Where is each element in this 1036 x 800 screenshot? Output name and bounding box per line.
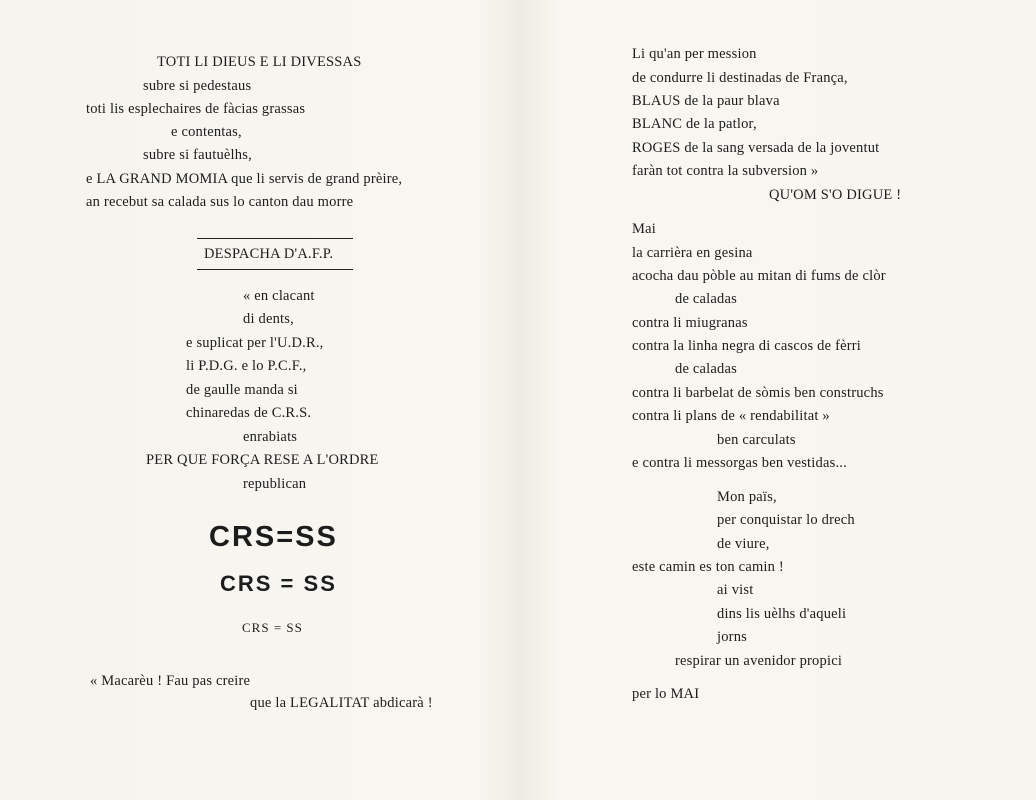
poem-line: « en clacant	[243, 288, 315, 304]
poem-line: respirar un avenidor propici	[675, 653, 843, 669]
poem-line: enrabiats	[243, 429, 298, 445]
poem-line: Mon païs,	[717, 489, 777, 505]
poem-line: per conquistar lo drech	[717, 512, 855, 528]
poem-line: de caladas	[675, 361, 737, 377]
poem-line: jorns	[717, 629, 747, 645]
poem-line: TOTI LI DIEUS E LI DIVESSAS	[157, 54, 362, 70]
poem-line: QU'OM S'O DIGUE !	[769, 187, 902, 203]
poem-line: acocha dau pòble au mitan di fums de clòr	[632, 268, 886, 284]
poem-line: republican	[243, 476, 307, 492]
poem-line: la carrièra en gesina	[632, 245, 753, 261]
poem-line: contra li miugranas	[632, 315, 748, 331]
poem-line: e contentas,	[171, 124, 242, 140]
poem-line: ROGES de la sang versada de la joventut	[632, 140, 880, 156]
poem-line: per lo MAI	[632, 686, 700, 702]
poem-line: e contra li messorgas ben vestidas...	[632, 455, 847, 471]
poem-line: di dents,	[243, 311, 294, 327]
poem-line: « Macarèu ! Fau pas creire	[90, 673, 251, 689]
poem-line: Mai	[632, 221, 656, 237]
poem-line: dins lis uèlhs d'aqueli	[717, 606, 847, 622]
poem-line: ai vist	[717, 582, 754, 598]
poem-line: contra li plans de « rendabilitat »	[632, 408, 830, 424]
poem-line: chinaredas de C.R.S.	[186, 405, 312, 421]
slogan-large: CRS=SS	[209, 521, 338, 553]
heading-rule-bottom	[197, 269, 353, 270]
poem-line: subre si pedestaus	[143, 78, 252, 94]
poem-line: BLAUS de la paur blava	[632, 93, 780, 109]
poem-line: e LA GRAND MOMIA que li servis de grand prèire,	[86, 171, 403, 187]
heading-rule-top	[197, 238, 353, 239]
dispatch-heading: DESPACHA D'A.F.P.	[204, 246, 334, 262]
poem-line: subre si fautuèlhs,	[143, 147, 252, 163]
poem-line: faràn tot contra la subversion »	[632, 163, 819, 179]
poem-line: ben carculats	[717, 432, 796, 448]
poem-line: contra li barbelat de sòmis ben construchs	[632, 385, 884, 401]
poem-line: PER QUE FORÇA RESE A L'ORDRE	[146, 452, 379, 468]
poem-line: e suplicat per l'U.D.R.,	[186, 335, 324, 351]
poem-line: de condurre li destinadas de França,	[632, 70, 848, 86]
slogan-medium: CRS = SS	[220, 571, 337, 596]
poem-line: de gaulle manda si	[186, 382, 298, 398]
poem-line: li P.D.G. e lo P.C.F.,	[186, 358, 307, 374]
poem-line: de viure,	[717, 536, 770, 552]
poem-line: an recebut sa calada sus lo canton dau morre	[86, 194, 354, 210]
poem-line: toti lis esplechaires de fàcias grassas	[86, 101, 306, 117]
poem-line: que la LEGALITAT abdicarà !	[250, 695, 433, 711]
poem-line: BLANC de la patlor,	[632, 116, 757, 132]
poem-line: contra la linha negra di cascos de fèrri	[632, 338, 862, 354]
right-page	[518, 0, 1036, 800]
slogan-small: CRS = SS	[242, 620, 303, 635]
poem-line: este camin es ton camin !	[632, 559, 784, 575]
poem-line: Li qu'an per mession	[632, 46, 757, 62]
poem-line: de caladas	[675, 291, 737, 307]
